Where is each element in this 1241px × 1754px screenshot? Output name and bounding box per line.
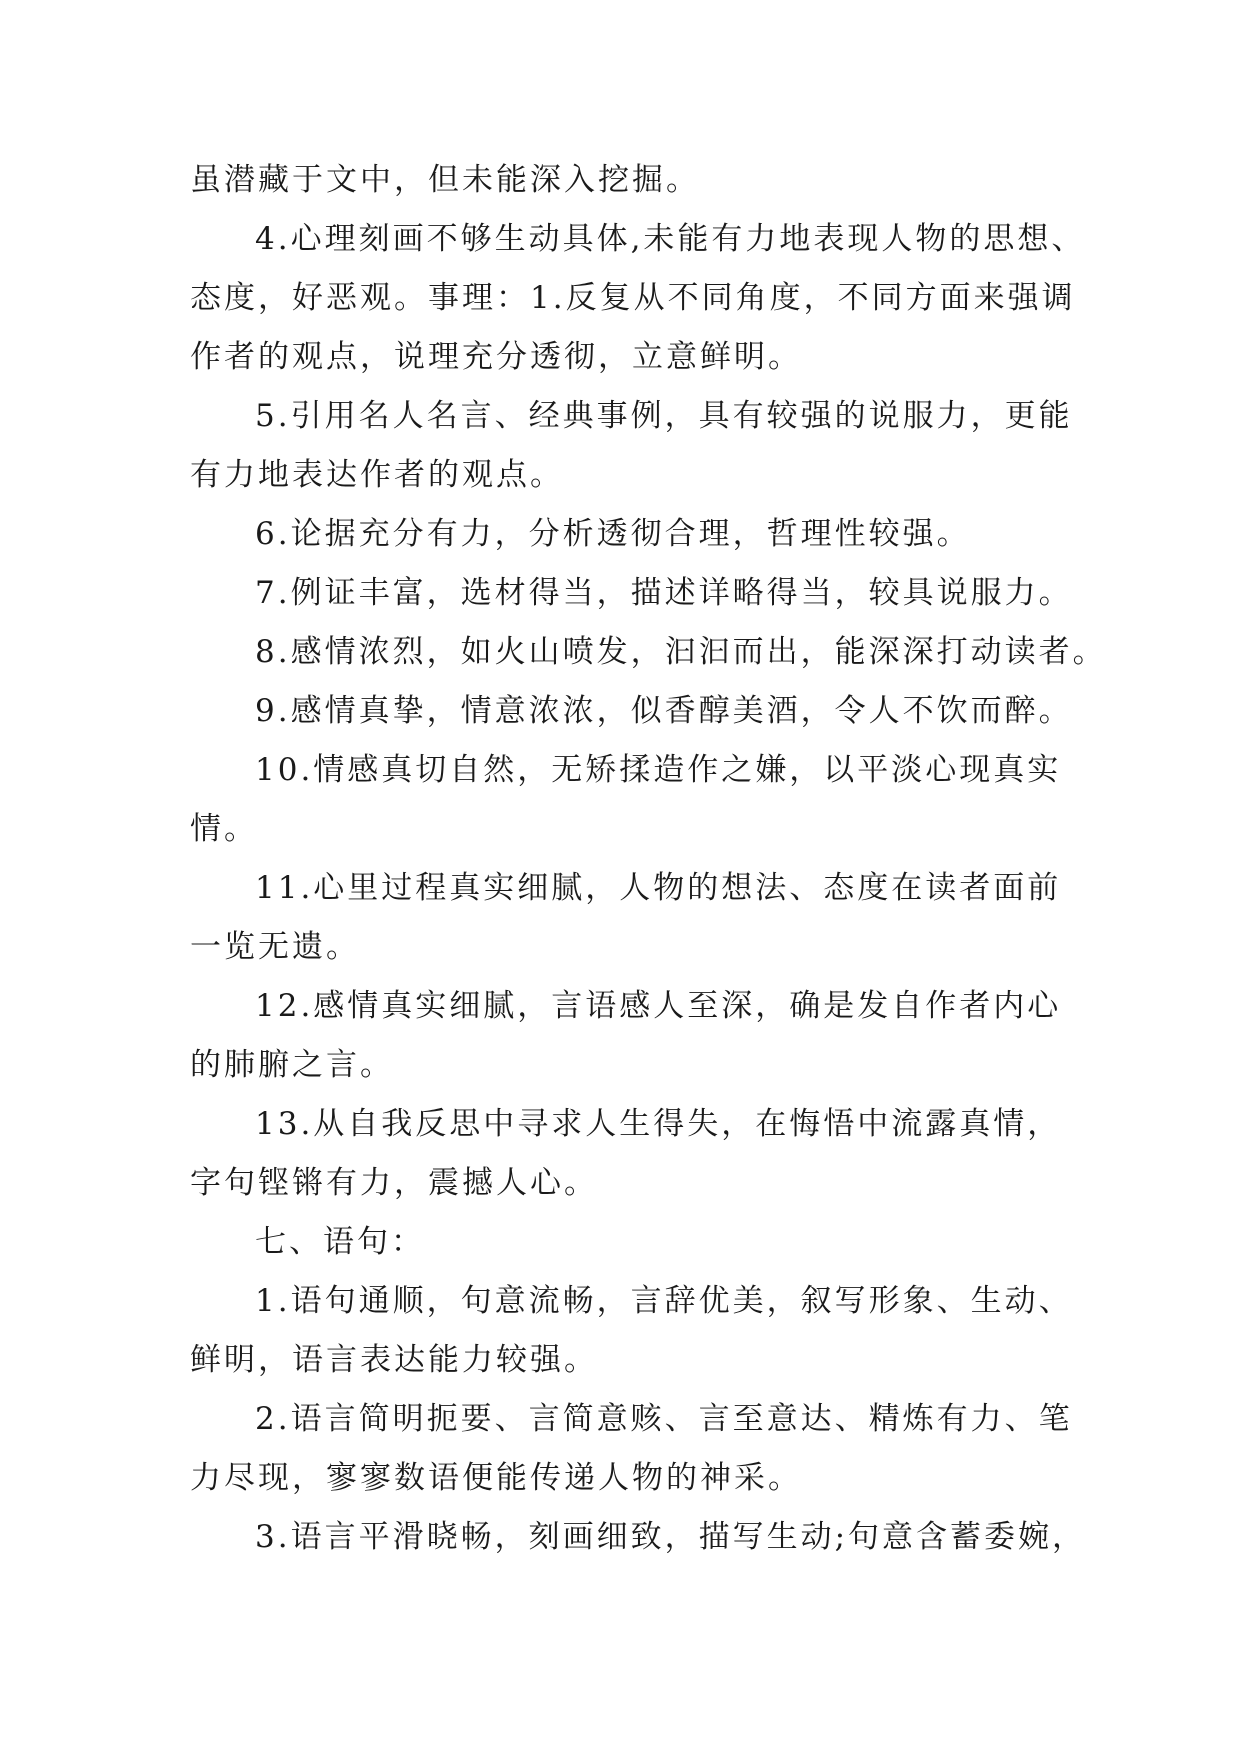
text-line: 虽潜藏于文中，但未能深入挖掘。: [190, 162, 700, 198]
text-line: 13.从自我反思中寻求人生得失，在悔悟中流露真情，: [255, 1106, 1062, 1142]
text-line: 2.语言简明扼要、言简意赅、言至意达、精炼有力、笔: [255, 1401, 1073, 1437]
text-line: 11.心里过程真实细腻，人物的想法、态度在读者面前: [255, 870, 1062, 906]
text-line: 一览无遗。: [190, 929, 360, 965]
text-line: 1.语句通顺，句意流畅，言辞优美，叙写形象、生动、: [255, 1283, 1073, 1319]
text-line: 5.引用名人名言、经典事例，具有较强的说服力，更能: [255, 398, 1073, 434]
text-line: 3.语言平滑晓畅，刻画细致，描写生动;句意含蓄委婉，: [255, 1519, 1087, 1555]
section-heading: 七、语句：: [255, 1224, 425, 1260]
text-line: 7.例证丰富，选材得当，描述详略得当，较具说服力。: [255, 575, 1073, 611]
text-line: 力尽现，寥寥数语便能传递人物的神采。: [190, 1460, 802, 1496]
text-line: 6.论据充分有力，分析透彻合理，哲理性较强。: [255, 516, 971, 552]
text-line: 情。: [190, 811, 258, 847]
text-line: 10.情感真切自然，无矫揉造作之嫌，以平淡心现真实: [255, 752, 1062, 788]
text-line: 态度，好恶观。事理：1.反复从不同角度，不同方面来强调: [190, 280, 1076, 316]
text-line: 4.心理刻画不够生动具体,未能有力地表现人物的思想、: [255, 221, 1086, 257]
text-line: 作者的观点，说理充分透彻，立意鲜明。: [190, 339, 802, 375]
text-line: 有力地表达作者的观点。: [190, 457, 564, 493]
text-line: 的肺腑之言。: [190, 1047, 394, 1083]
text-line: 12.感情真实细腻，言语感人至深，确是发自作者内心: [255, 988, 1062, 1024]
text-line: 8.感情浓烈，如火山喷发，汩汩而出，能深深打动读者。: [255, 634, 1107, 670]
text-line: 9.感情真挚，情意浓浓，似香醇美酒，令人不饮而醉。: [255, 693, 1073, 729]
document-body: [190, 151, 1107, 1567]
text-line: 字句铿锵有力，震撼人心。: [190, 1165, 598, 1201]
text-line: 鲜明，语言表达能力较强。: [190, 1342, 598, 1378]
